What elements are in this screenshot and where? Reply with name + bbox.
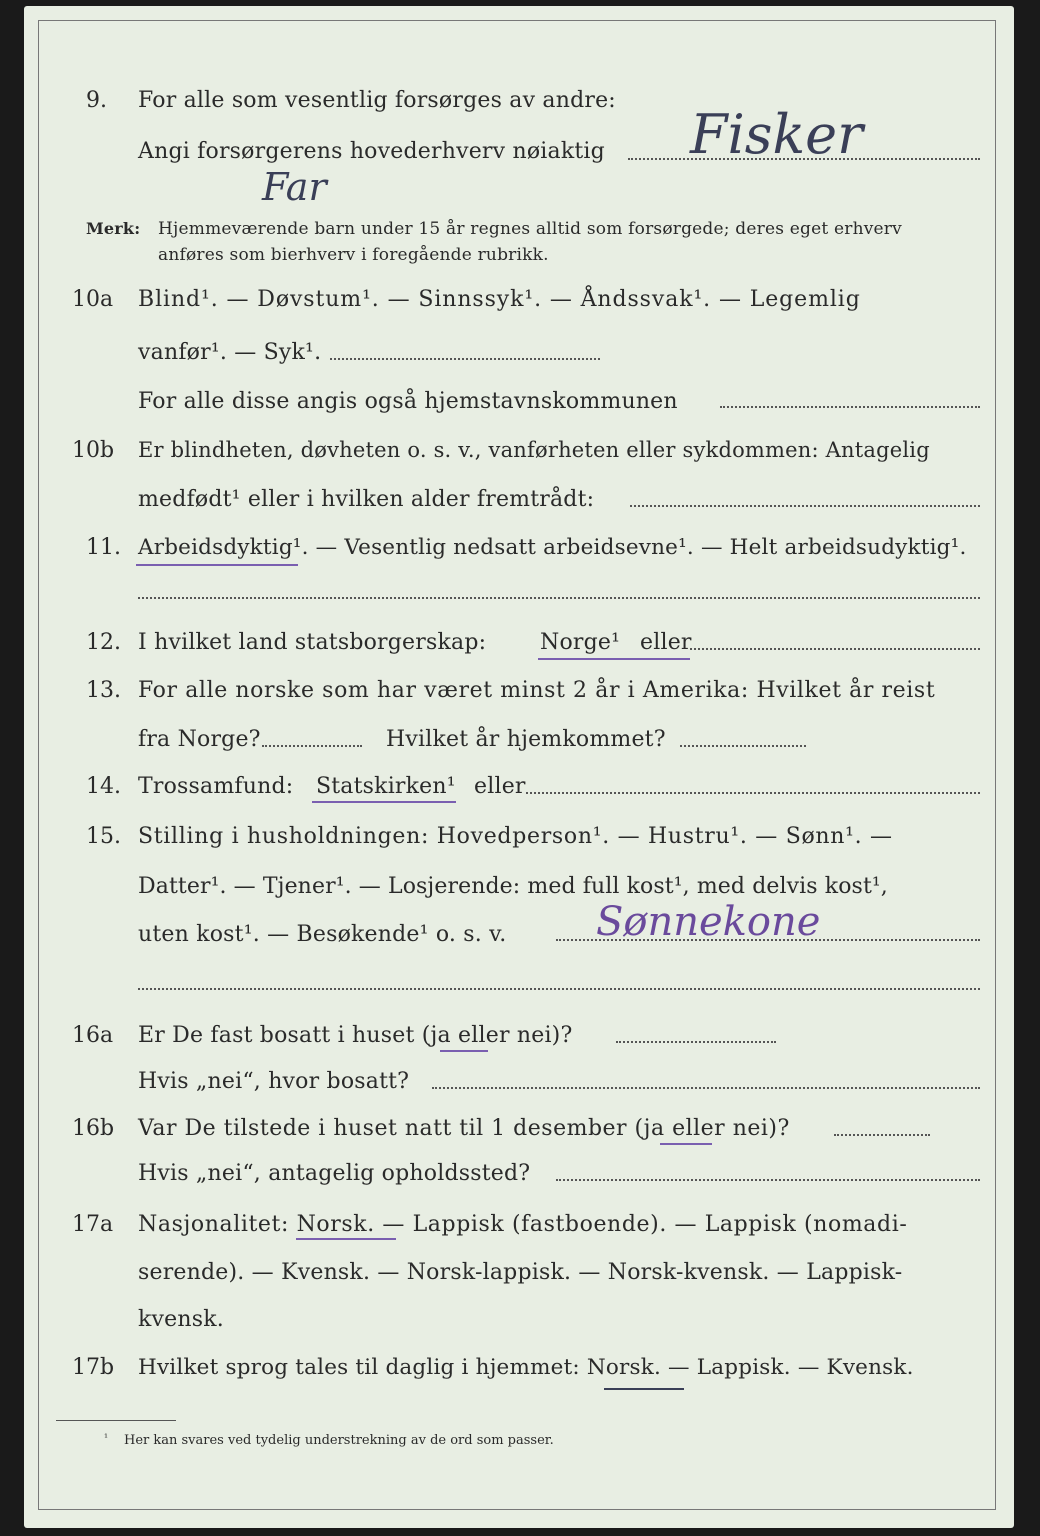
footnote-text: Her kan svares ved tydelig understrekning av de ord som passer.	[124, 1433, 554, 1448]
q10a-line1: Blind¹. — Døvstum¹. — Sinnssyk¹. — Åndssvak¹. — Legemlig	[138, 287, 861, 312]
q13-line2b: Hvilket år hjemkommet?	[386, 727, 666, 752]
q17a-line2: serende). — Kvensk. — Norsk-lappisk. — Norsk-kvensk. — Lappisk-	[138, 1260, 903, 1285]
q11-answer-line[interactable]	[138, 597, 980, 599]
q11-number: 11.	[86, 535, 121, 560]
q10a-answer-line-2[interactable]	[720, 406, 980, 408]
q13-number: 13.	[86, 678, 121, 703]
q11-line1: Arbeidsdyktig¹. — Vesentlig nedsatt arbeidsevne¹. — Helt arbeidsudyktig¹.	[138, 535, 967, 560]
q15-line2: Datter¹. — Tjener¹. — Losjerende: med full kost¹, med delvis kost¹,	[138, 874, 888, 899]
q15-number: 15.	[86, 824, 121, 849]
q14-option-eller: eller	[474, 774, 526, 799]
q14-option-statskirken: Statskirken¹	[316, 774, 456, 799]
q13-answer-hjemkommet[interactable]	[680, 745, 806, 747]
q16a-line1: Er De fast bosatt i huset (ja eller nei)?	[138, 1023, 573, 1048]
merk-line1: Hjemmeværende barn under 15 år regnes alltid som forsørgede; deres eget erhverv	[158, 219, 902, 239]
q16b-number: 16b	[72, 1116, 115, 1141]
q10a-number: 10a	[72, 287, 114, 312]
q15-line1: Stilling i husholdningen: Hovedperson¹. — Hustru¹. — Sønn¹. —	[138, 824, 893, 849]
q12-answer-line[interactable]	[690, 648, 980, 650]
q9-line1: For alle som vesentlig forsørges av andre:	[138, 88, 616, 113]
q10a-answer-line-1[interactable]	[330, 358, 600, 360]
q9-number: 9.	[86, 88, 107, 113]
q15-line3: uten kost¹. — Besøkende¹ o. s. v.	[138, 922, 507, 947]
footnote-mark: ¹	[104, 1433, 109, 1444]
q12-number: 12.	[86, 630, 121, 655]
q16a-answer-line-2[interactable]	[432, 1087, 980, 1089]
q12-option-eller: eller	[640, 630, 692, 655]
q17b-number: 17b	[72, 1355, 115, 1380]
q16a-line2: Hvis „nei“, hvor bosatt?	[138, 1069, 410, 1094]
q13-answer-reist[interactable]	[262, 745, 362, 747]
q17b-underline-norsk	[604, 1388, 684, 1390]
q16a-underline-ja	[440, 1050, 488, 1052]
q12-line1: I hvilket land statsborgerskap:	[138, 630, 487, 655]
q9-handwriting-fisker: Fisker	[690, 103, 863, 166]
q17a-number: 17a	[72, 1212, 114, 1237]
q10a-line2: vanfør¹. — Syk¹.	[138, 340, 322, 365]
q16a-answer-line-1[interactable]	[616, 1041, 776, 1043]
q15-answer-line-2[interactable]	[138, 988, 980, 990]
merk-line2: anføres som bierhverv i foregående rubrikk.	[158, 245, 549, 265]
q17a-line3: kvensk.	[138, 1307, 224, 1332]
q13-line2a: fra Norge?	[138, 727, 261, 752]
q16b-underline-ja	[660, 1143, 712, 1145]
q14-answer-line[interactable]	[526, 792, 980, 794]
q12-underline-norge	[538, 658, 690, 660]
q12-option-norge: Norge¹	[540, 630, 621, 655]
q14-underline-statskirken	[312, 801, 456, 803]
q16b-answer-line-1[interactable]	[834, 1134, 930, 1136]
q9-line2: Angi forsørgerens hovederhverv nøiaktig	[138, 139, 605, 164]
q14-line1: Trossamfund:	[138, 774, 294, 799]
q10b-line1: Er blindheten, døvheten o. s. v., vanførheten eller sykdommen: Antagelig	[138, 438, 930, 462]
q15-handwriting-sonnekone: Sønnekone	[596, 899, 821, 945]
q9-handwriting-far: Far	[262, 165, 327, 209]
q17a-line1: Nasjonalitet: Norsk. — Lappisk (fastboende). — Lappisk (nomadi-	[138, 1212, 908, 1237]
merk-label: Merk:	[86, 219, 141, 238]
footnote-rule	[56, 1420, 176, 1421]
q10a-line3: For alle disse angis også hjemstavnskommunen	[138, 389, 678, 414]
q17b-line1: Hvilket sprog tales til daglig i hjemmet: Norsk. — Lappisk. — Kvensk.	[138, 1355, 914, 1380]
q16b-line1: Var De tilstede i huset natt til 1 desember (ja eller nei)?	[138, 1116, 790, 1141]
q14-number: 14.	[86, 774, 121, 799]
q17a-underline-norsk	[296, 1238, 396, 1240]
q16b-line2: Hvis „nei“, antagelig opholdssted?	[138, 1161, 531, 1186]
q10b-answer-line[interactable]	[630, 505, 980, 507]
q16a-number: 16a	[72, 1023, 114, 1048]
q11-underline-arbeidsdyktig	[136, 564, 298, 566]
q16b-answer-line-2[interactable]	[556, 1179, 980, 1181]
q10b-line2: medfødt¹ eller i hvilken alder fremtrådt:	[138, 487, 595, 512]
q13-line1: For alle norske som har været minst 2 år i Amerika: Hvilket år reist	[138, 678, 936, 703]
page-border	[38, 20, 996, 1510]
q10b-number: 10b	[72, 438, 115, 463]
